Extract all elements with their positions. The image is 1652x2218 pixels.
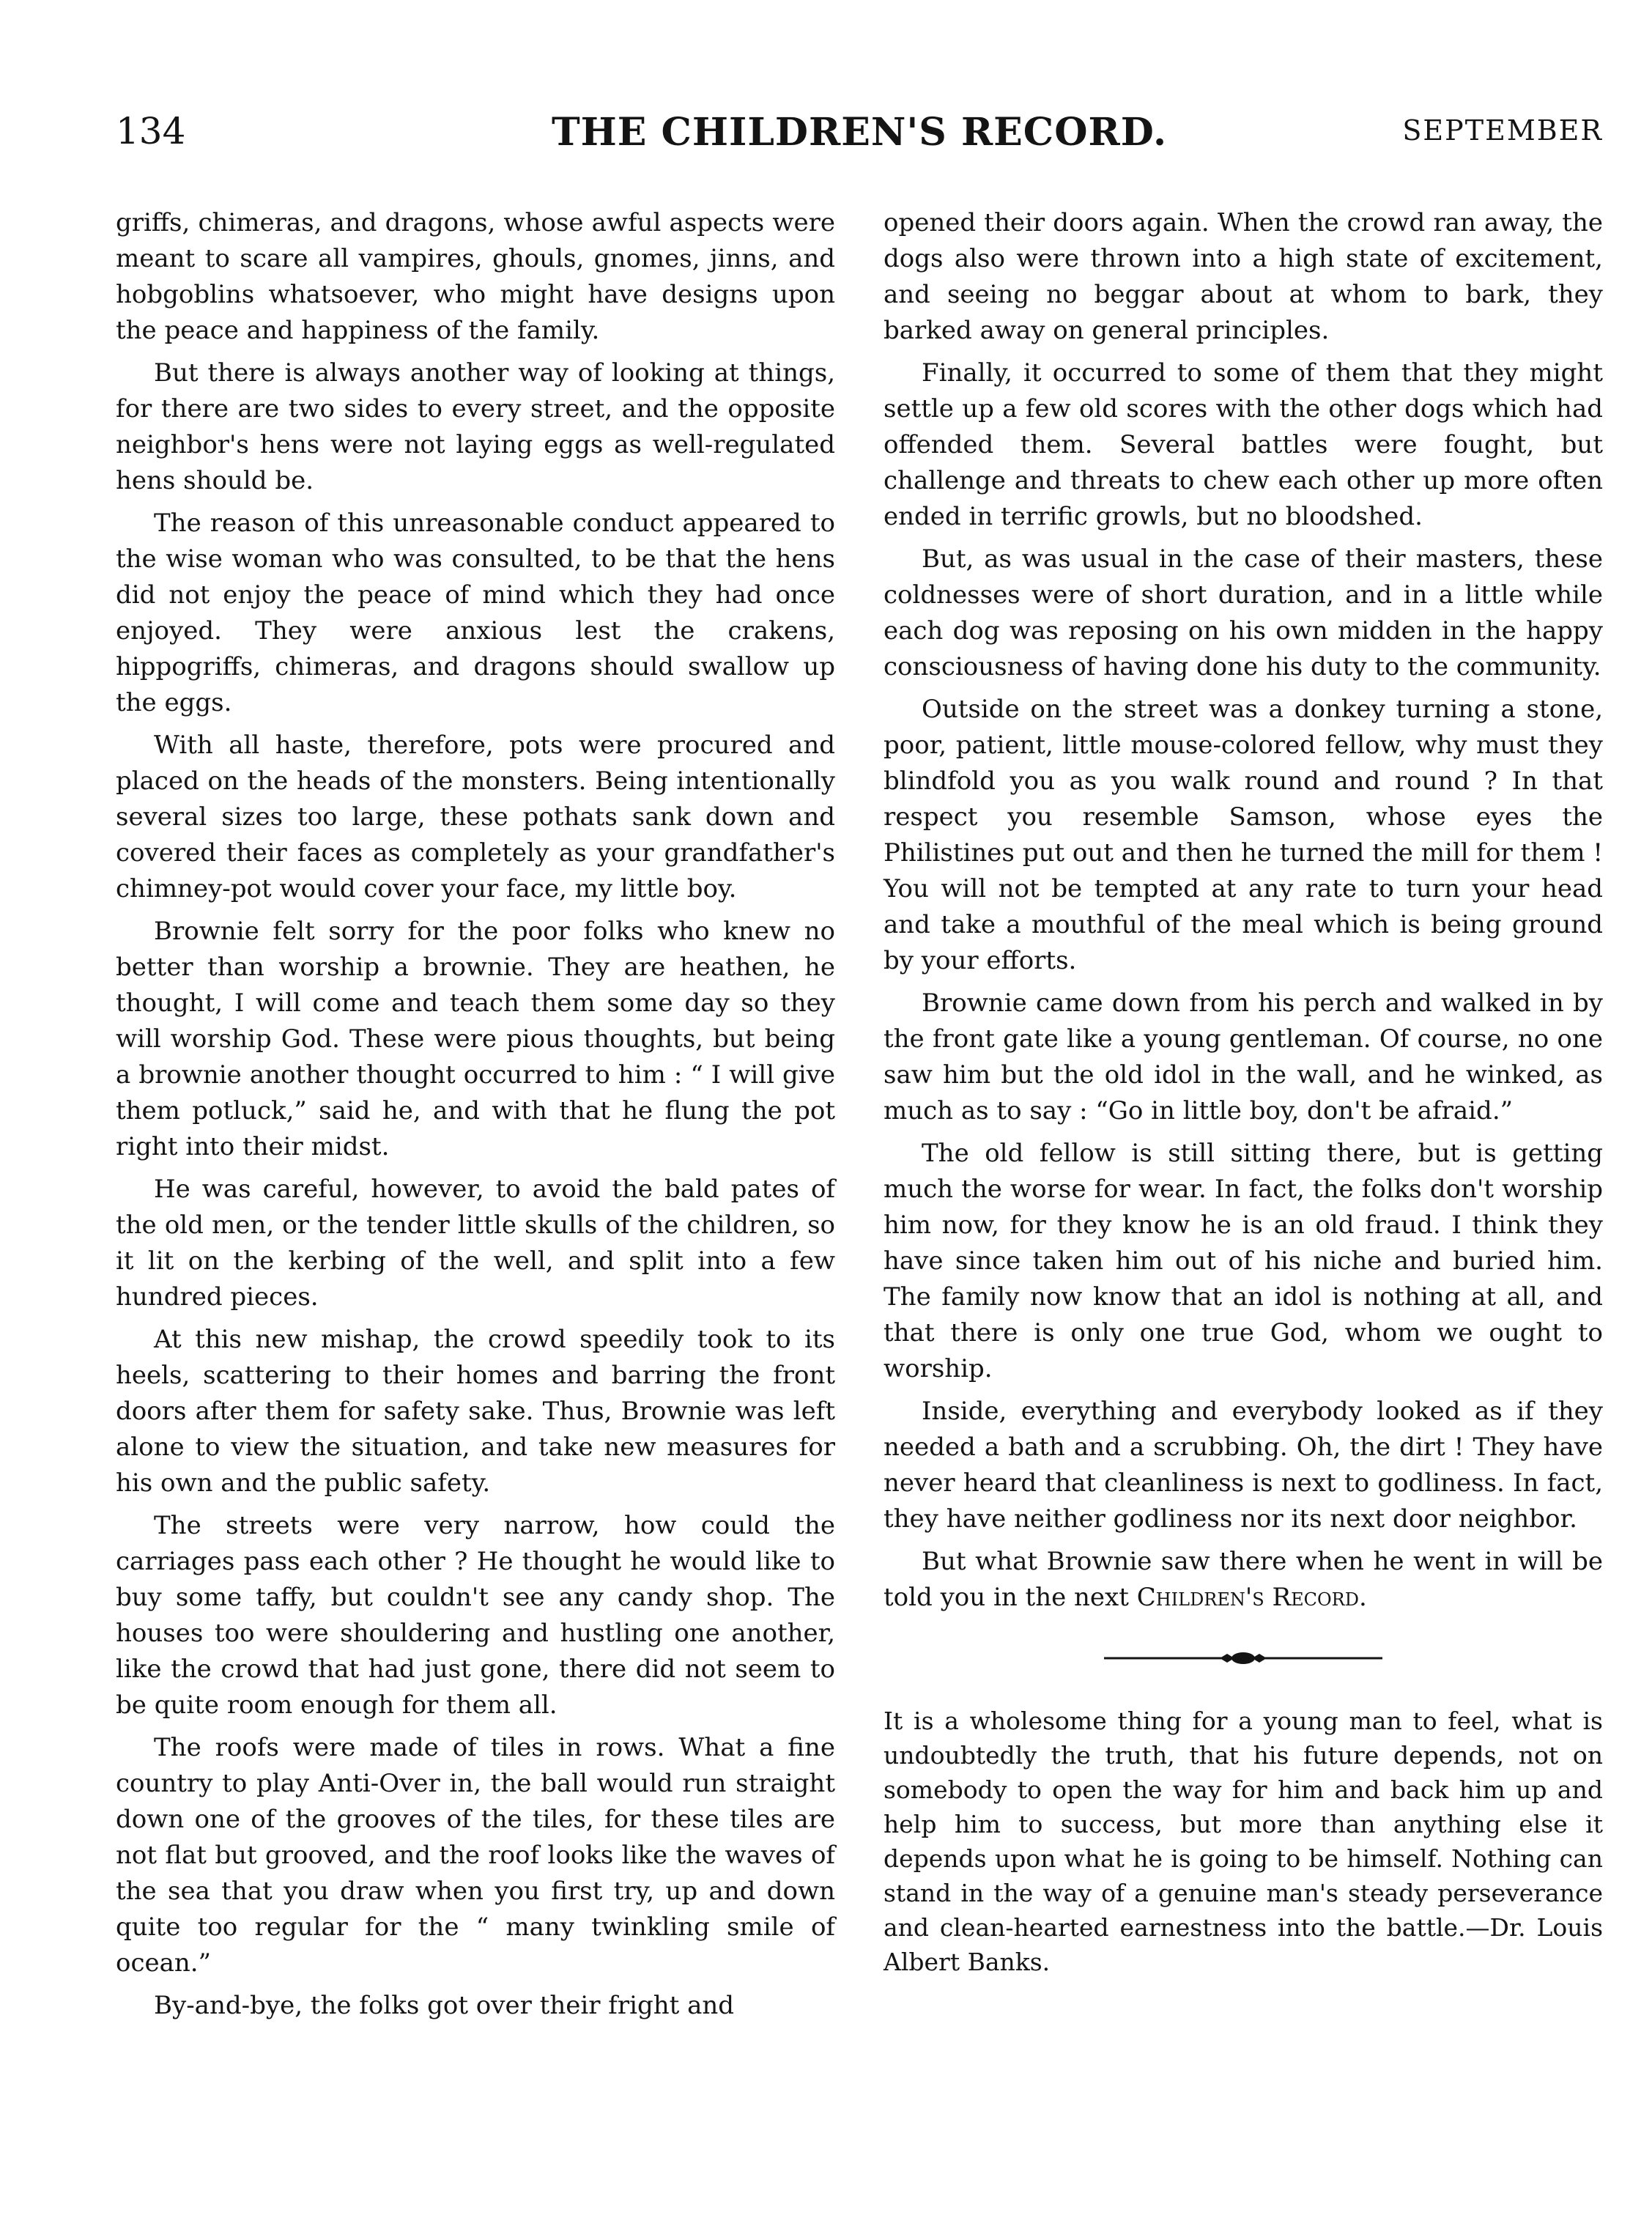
page-header <box>116 110 1603 161</box>
paragraph: Brownie came down from his perch and walked in by the front gate like a young gentleman. Of course, no one saw him but the old idol in the wall, and he winked, as much as to say : “Go in little boy, don't be afraid.” <box>884 988 1603 1125</box>
paragraph: But there is always another way of looking at things, for there are two sides to every street, and the opposite neighbor's hens were not laying eggs as well-regulated hens should be. <box>116 358 835 495</box>
paragraph-text: But what Brownie saw there when he went in will be told you in the next <box>884 1547 1603 1612</box>
journal-name: Children's Record. <box>1136 1583 1367 1612</box>
right-column <box>884 205 1603 1986</box>
left-column <box>116 205 835 2030</box>
paragraph: But, as was usual in the case of their masters, these coldnesses were of short duration, and in a little while each dog was reposing on his own midden in the happy consciousness of having done his duty to the community. <box>884 544 1603 681</box>
section-divider-ornament <box>1097 1649 1390 1667</box>
closing-quote: It is a wholesome thing for a young man to feel, what is undoubtedly the truth, that his future depends, not on somebody to open the way for him and back him up and help him to success, but more than anything else it depends upon what he is going to be himself. Nothing can stand in the way of a genuine man's steady perseverance and clean-hearted earnestness into the battle.—Dr. Louis Albert Banks. <box>884 1707 1603 1976</box>
paragraph: Inside, everything and everybody looked as if they needed a bath and a scrubbing. Oh, the dirt ! They have never heard that cleanliness is next to godliness. In fact, they have neither godliness nor its next door neighbor. <box>884 1397 1603 1534</box>
paragraph: The reason of this unreasonable conduct appeared to the wise woman who was consulted, to be that the hens did not enjoy the peace of mind which they had once enjoyed. They were anxious lest the crakens, hippogriffs, chimeras, and dragons should swallow up the eggs. <box>116 509 835 717</box>
paragraph: opened their doors again. When the crowd ran away, the dogs also were thrown into a high state of excitement, and seeing no beggar about at whom to bark, they barked away on general principles. <box>884 208 1603 345</box>
page-number: 134 <box>116 110 186 152</box>
paragraph: The old fellow is still sitting there, but is getting much the worse for wear. In fact, the folks don't worship him now, for they know he is an old fraud. I think they have since taken him out of his niche and buried him. The family now know that an idol is nothing at all, and that there is only one true God, whom we ought to worship. <box>884 1139 1603 1383</box>
journal-title: THE CHILDREN'S RECORD. <box>551 110 1168 155</box>
paragraph: At this new mishap, the crowd speedily took to its heels, scattering to their homes and barring the front doors after them for safety sake. Thus, Brownie was left alone to view the situation, and take new measures for his own and the public safety. <box>116 1325 835 1498</box>
paragraph: The roofs were made of tiles in rows. What a fine country to play Anti-Over in, the ball would run straight down one of the grooves of the tiles, for these tiles are not flat but grooved, and the roof looks like the waves of the sea that you draw when you first try, up and down quite too regular for the “ many twinkling smile of ocean.” <box>116 1733 835 1978</box>
paragraph: He was careful, however, to avoid the bald pates of the old men, or the tender little skulls of the children, so it lit on the kerbing of the well, and split into a few hundred pieces. <box>116 1175 835 1312</box>
issue-month: SEPTEMBER <box>1402 114 1603 147</box>
paragraph <box>884 1544 1603 1616</box>
paragraph: griffs, chimeras, and dragons, whose awful aspects were meant to scare all vampires, ghouls, gnomes, jinns, and hobgoblins whatsoever, who might have designs upon the peace and happiness of the family. <box>116 208 835 345</box>
paragraph: Outside on the street was a donkey turning a stone, poor, patient, little mouse-colored fellow, why must they blindfold you as you walk round and round ? In that respect you resemble Samson, whose eyes the Philistines put out and then he turned the mill for them ! You will not be tempted at any rate to turn your head and take a mouthful of the meal which is being ground by your efforts. <box>884 695 1603 975</box>
paragraph: Brownie felt sorry for the poor folks who knew no better than worship a brownie. They are heathen, he thought, I will come and teach them some day so they will worship God. These were pious thoughts, but being a brownie another thought occurred to him : “ I will give them potluck,” said he, and with that he flung the pot right into their midst. <box>116 917 835 1161</box>
paragraph: By-and-bye, the folks got over their fright and <box>154 1991 735 2020</box>
paragraph: With all haste, therefore, pots were procured and placed on the heads of the monsters. Being intentionally several sizes too large, these pothats sank down and covered their faces as completely as your grandfather's chimney-pot would cover your face, my little boy. <box>116 731 835 903</box>
paragraph: Finally, it occurred to some of them that they might settle up a few old scores with the other dogs which had offended them. Several battles were fought, but challenge and threats to chew each other up more often ended in terrific growls, but no bloodshed. <box>884 358 1603 531</box>
paragraph: The streets were very narrow, how could the carriages pass each other ? He thought he would like to buy some taffy, but couldn't see any candy shop. The houses too were shouldering and hustling one another, like the crowd that had just gone, there did not seem to be quite room enough for them all. <box>116 1511 835 1720</box>
